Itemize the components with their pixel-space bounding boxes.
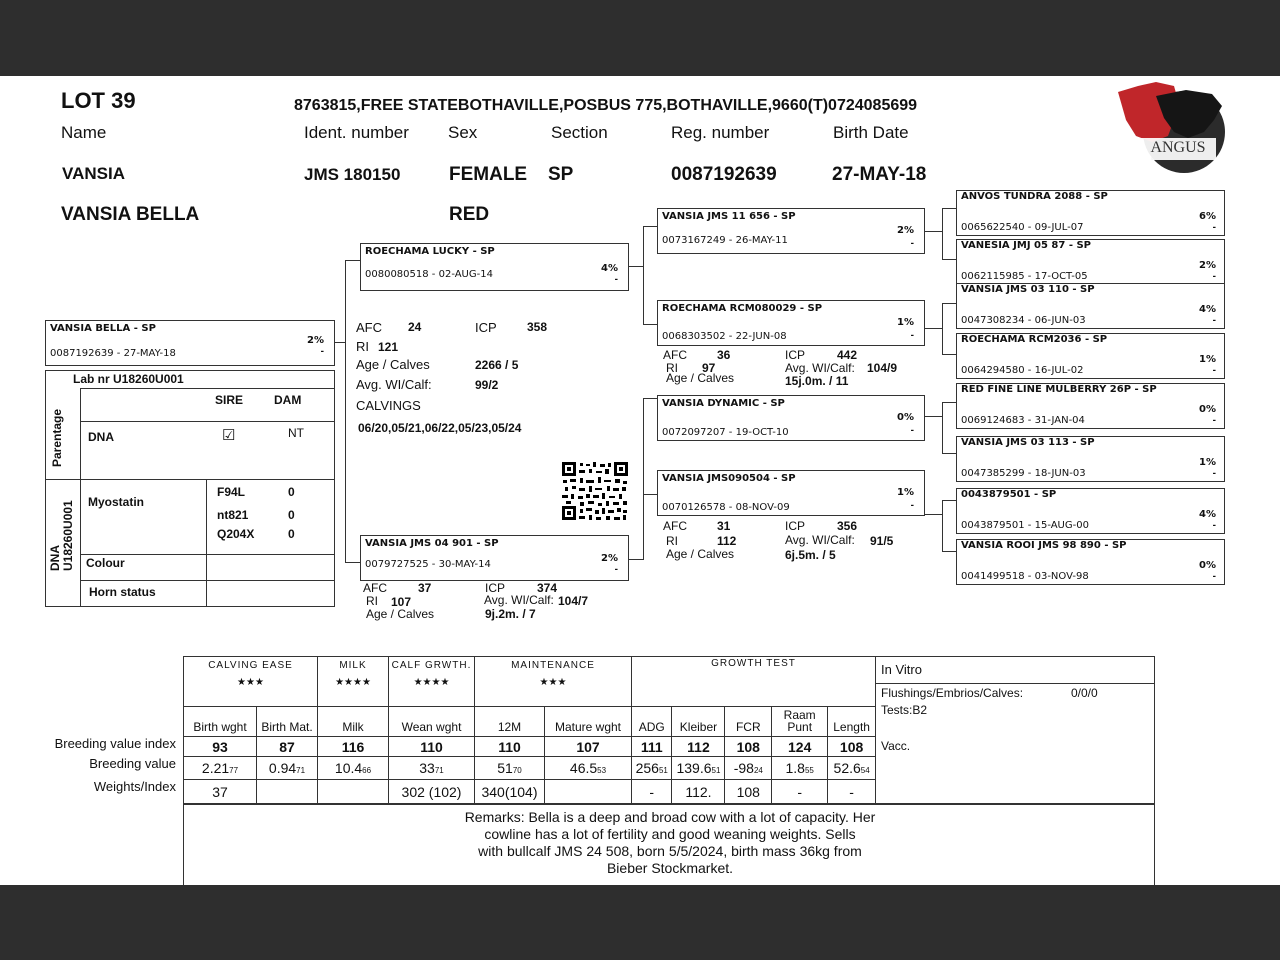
dam-afc-value: 37 [418, 581, 432, 595]
sire-dash: - [614, 274, 618, 285]
group-calf-growth-label: CALF GRWTH. [391, 660, 472, 671]
age-value: 2266 / 5 [475, 358, 519, 372]
great-grandparent-box [956, 333, 1225, 379]
weights-cell [257, 780, 318, 804]
bv-accuracy: 24 [753, 766, 763, 775]
gs2-icp-label: ICP [785, 348, 806, 362]
bv-value-cell [318, 757, 389, 780]
great-grandparent-box [956, 239, 1225, 285]
icp-label: ICP [475, 320, 497, 335]
col-section: Section [551, 123, 608, 142]
colour-label: Colour [86, 556, 125, 570]
ri-label: RI [356, 339, 369, 354]
age-label: Age / Calves [356, 357, 430, 372]
weights-cell: 302 (102) [389, 780, 475, 804]
bv-value: 51 [497, 760, 513, 776]
dam-title: VANSIA JMS 04 901 - SP [365, 538, 499, 549]
gg-dash: - [1212, 571, 1216, 582]
parentage-label: Parentage [50, 408, 64, 467]
group-milk [318, 657, 389, 707]
dam-header: DAM [274, 393, 302, 407]
gg-pct: 2% [1199, 260, 1216, 271]
gg-title: VANSIA ROOI JMS 98 890 - SP [961, 540, 1127, 551]
gs4-wi-value: 91/5 [870, 534, 894, 548]
great-grandparent-box [956, 436, 1225, 482]
grandsire-4-box [657, 470, 925, 516]
group-calving-ease-label: CALVING EASE [208, 660, 293, 671]
trait-header: Kleiber [672, 707, 725, 737]
bv-accuracy: 70 [512, 766, 522, 775]
group-growth-test [632, 657, 876, 707]
gg-reg: 0065622540 - 09-JUL-07 [961, 222, 1084, 233]
gs2-reg: 0068303502 - 22-JUN-08 [662, 331, 787, 342]
gs4-icp-value: 356 [837, 519, 858, 533]
dam-wi-value: 104/7 [558, 594, 589, 608]
gs4-afc-label: AFC [663, 519, 687, 533]
gs2-pct: 1% [897, 317, 914, 328]
myo-row-2-value: 0 [288, 508, 295, 522]
trait-header: Wean wght [389, 707, 475, 737]
bv-value: 2.21 [201, 760, 230, 776]
bv-value-cell [184, 757, 257, 780]
trait-header: Length [828, 707, 876, 737]
sex-value: FEMALE [449, 164, 528, 185]
flushings-label: Flushings/Embrios/Calves: [881, 686, 1024, 700]
gg-reg: 0069124683 - 31-JAN-04 [961, 415, 1085, 426]
logo-subtext: SOCIETY OF SOUTH AFRICA [1150, 156, 1206, 161]
dna-side-id: U18260U001 [61, 500, 75, 571]
bv-accuracy: 71 [296, 766, 306, 775]
afc-value: 24 [408, 320, 422, 334]
remarks-line-1: Remarks: Bella is a deep and broad cow with a lot of capacity. Her [464, 809, 876, 825]
grandsire-1-box [657, 208, 925, 254]
section-value: SP [548, 164, 574, 185]
dam-afc-label: AFC [363, 581, 387, 595]
angus-logo [1116, 76, 1228, 180]
weights-cell [318, 780, 389, 804]
in-vitro-label: In Vitro [881, 662, 922, 677]
animal-reg: 0087192639 - 27-MAY-18 [50, 348, 176, 359]
great-grandparent-box [956, 539, 1225, 585]
bv-accuracy: 71 [434, 766, 444, 775]
gs2-age-label: Age / Calves [666, 371, 735, 385]
gs4-dash: - [910, 500, 914, 511]
gg-dash: - [1212, 271, 1216, 282]
bv-value-cell [725, 757, 772, 780]
trait-header: 12M [475, 707, 545, 737]
bv-value: 33 [419, 760, 435, 776]
trait-header: Milk [318, 707, 389, 737]
bv-value: 10.4 [334, 760, 363, 776]
bv-index-cell: 112 [672, 737, 725, 757]
bv-label-value: Breeding value [89, 756, 176, 771]
weights-cell: - [828, 780, 876, 804]
dam-reg: 0079727525 - 30-MAY-14 [365, 559, 491, 570]
remarks-line-3: with bullcalf JMS 24 508, born 5/5/2024, birth mass 36kg from [478, 843, 862, 859]
animal-pedigree-box [45, 320, 335, 366]
animal-title: VANSIA BELLA - SP [50, 323, 156, 334]
col-birth: Birth Date [833, 123, 909, 142]
weights-cell: 108 [725, 780, 772, 804]
animal-pct: 2% [307, 335, 324, 346]
myostatin-label: Myostatin [88, 495, 145, 509]
bv-label-index: Breeding value index [54, 736, 176, 751]
gg-reg: 0043879501 - 15-AUG-00 [961, 520, 1089, 531]
bv-value-cell [545, 757, 632, 780]
gs4-icp-label: ICP [785, 519, 806, 533]
myo-row-3-label: Q204X [217, 527, 255, 541]
bv-value: 52.6 [833, 760, 861, 776]
dam-ri-label: RI [366, 594, 378, 608]
in-vitro-panel [876, 657, 1155, 804]
great-grandparent-box [956, 383, 1225, 429]
myo-row-1-label: F94L [217, 485, 246, 499]
bv-index-cell: 124 [772, 737, 828, 757]
gg-title: ANVOS TUNDRA 2088 - SP [961, 191, 1108, 202]
dam-age-value: 9j.2m. / 7 [485, 607, 536, 621]
group-milk-label: MILK [339, 660, 367, 671]
bv-value: 256 [635, 760, 659, 776]
col-name: Name [61, 123, 107, 142]
wi-label: Avg. WI/Calf: [356, 377, 432, 392]
group-calf-growth [389, 657, 475, 707]
gg-pct: 4% [1199, 509, 1216, 520]
dam-age-label: Age / Calves [366, 607, 435, 621]
gg-dash: - [1212, 365, 1216, 376]
full-name: VANSIA BELLA [61, 204, 200, 225]
gg-dash: - [1212, 222, 1216, 233]
dam-pct: 2% [601, 553, 618, 564]
dam-icp-value: 374 [537, 581, 558, 595]
great-grandparent-box [956, 488, 1225, 534]
lot-number: LOT 39 [61, 88, 136, 113]
dam-wi-label: Avg. WI/Calf: [484, 593, 554, 607]
group-milk-stars: ★★★★ [335, 677, 371, 688]
gs4-ri-value: 112 [717, 534, 737, 548]
gg-reg: 0041499518 - 03-NOV-98 [961, 571, 1089, 582]
angus-logo-image [1116, 76, 1228, 180]
gs1-dash: - [910, 238, 914, 249]
bv-index-cell: 93 [184, 737, 257, 757]
myo-row-3-value: 0 [288, 527, 295, 541]
bv-index-cell: 107 [545, 737, 632, 757]
gg-reg: 0047385299 - 18-JUN-03 [961, 468, 1086, 479]
animal-name: VANSIA [62, 164, 125, 183]
calvings-value: 06/20,05/21,06/22,05/23,05/24 [358, 421, 522, 435]
gg-pct: 1% [1199, 457, 1216, 468]
gg-dash: - [1212, 520, 1216, 531]
horn-status-label: Horn status [89, 585, 156, 599]
dam-dash: - [614, 564, 618, 575]
gg-title: 0043879501 - SP [961, 489, 1057, 500]
afc-label: AFC [356, 320, 382, 335]
gs2-icp-value: 442 [837, 348, 858, 362]
calvings-label: CALVINGS [356, 398, 421, 413]
gs1-pct: 2% [897, 225, 914, 236]
gg-pct: 4% [1199, 304, 1216, 315]
gs2-wi-label: Avg. WI/Calf: [785, 361, 855, 375]
weights-cell: 340(104) [475, 780, 545, 804]
gs4-age-value: 6j.5m. / 5 [785, 548, 836, 562]
bv-value: -98 [733, 760, 754, 776]
dna-side-title: DNA [48, 545, 62, 571]
trait-header: Birth wght [184, 707, 257, 737]
bv-accuracy: 55 [804, 766, 814, 775]
grandsire-3-box [657, 395, 925, 441]
group-growth-test-label: GROWTH TEST [711, 658, 796, 669]
group-maintenance-label: MAINTENANCE [511, 660, 595, 671]
gs2-title: ROECHAMA RCM080029 - SP [662, 303, 823, 314]
sire-reg: 0080080518 - 02-AUG-14 [365, 269, 493, 280]
trait-header: ADG [632, 707, 672, 737]
bv-value-cell [475, 757, 545, 780]
bv-value: 139.6 [676, 760, 712, 776]
sire-box [360, 243, 629, 291]
gs2-ri-label: RI [666, 361, 678, 375]
group-calving-ease-stars: ★★★ [237, 677, 264, 688]
group-calf-growth-stars: ★★★★ [413, 677, 450, 688]
bv-value-cell [672, 757, 725, 780]
weights-cell: 37 [184, 780, 257, 804]
bv-value-cell [772, 757, 828, 780]
bv-accuracy: 53 [597, 766, 607, 775]
gs4-ri-label: RI [666, 534, 678, 548]
gs3-title: VANSIA DYNAMIC - SP [662, 398, 785, 409]
gs4-pct: 1% [897, 487, 914, 498]
gs2-age-value: 15j.0m. / 11 [785, 374, 849, 388]
weights-cell [545, 780, 632, 804]
gs3-dash: - [910, 425, 914, 436]
gs4-title: VANSIA JMS090504 - SP [662, 473, 796, 484]
birth-date: 27-MAY-18 [832, 164, 927, 185]
gs3-reg: 0072097207 - 19-OCT-10 [662, 427, 789, 438]
bv-accuracy: 51 [658, 766, 668, 775]
bv-accuracy: 66 [362, 766, 372, 775]
gg-title: RED FINE LINE MULBERRY 26P - SP [961, 384, 1157, 395]
remarks-line-4: Bieber Stockmarket. [606, 860, 734, 876]
bv-index-cell: 116 [318, 737, 389, 757]
gs1-title: VANSIA JMS 11 656 - SP [662, 211, 796, 222]
bv-value: 1.8 [785, 760, 805, 776]
gs4-afc-value: 31 [717, 519, 731, 533]
bv-index-cell: 108 [828, 737, 876, 757]
gs2-afc-label: AFC [663, 348, 687, 362]
gg-dash: - [1212, 315, 1216, 326]
qr-code [562, 462, 628, 520]
gg-reg: 0064294580 - 16-JUL-02 [961, 365, 1084, 376]
col-ident: Ident. number [304, 123, 409, 142]
grandsire-2-box [657, 300, 925, 346]
bv-accuracy: 51 [711, 766, 721, 775]
gs2-wi-value: 104/9 [867, 361, 898, 375]
flushings-value: 0/0/0 [1071, 686, 1098, 700]
gg-dash: - [1212, 468, 1216, 479]
group-maintenance-stars: ★★★ [539, 677, 567, 688]
great-grandparent-box [956, 190, 1225, 236]
great-grandparent-box [956, 283, 1225, 329]
gs4-wi-label: Avg. WI/Calf: [785, 533, 855, 547]
gg-pct: 6% [1199, 211, 1216, 222]
gs2-dash: - [910, 330, 914, 341]
lab-dna-table [45, 370, 335, 607]
bv-index-cell: 110 [475, 737, 545, 757]
bv-index-cell: 111 [632, 737, 672, 757]
trait-header: FCR [725, 707, 772, 737]
dna-label: DNA [88, 430, 114, 444]
logo-text: ANGUS [1150, 139, 1206, 156]
gg-title: VANSIA JMS 03 113 - SP [961, 437, 1095, 448]
sire-pct: 4% [601, 263, 618, 274]
bv-value-cell [632, 757, 672, 780]
gg-reg: 0062115985 - 17-OCT-05 [961, 271, 1088, 282]
bv-index-cell: 110 [389, 737, 475, 757]
bv-accuracy: 54 [860, 766, 870, 775]
gs3-pct: 0% [897, 412, 914, 423]
bv-index-cell: 108 [725, 737, 772, 757]
bv-value-cell [257, 757, 318, 780]
trait-header: Birth Mat. [257, 707, 318, 737]
bv-value: 46.5 [569, 760, 598, 776]
dna-dam-value: NT [288, 426, 304, 440]
ri-value: 121 [378, 340, 399, 354]
dam-ri-value: 107 [391, 595, 412, 609]
qr-code-image [562, 462, 628, 520]
myo-row-1-value: 0 [288, 485, 295, 499]
colour-value: RED [449, 204, 490, 225]
gg-title: VANSIA JMS 03 110 - SP [961, 284, 1095, 295]
sire-header: SIRE [215, 393, 244, 407]
group-maintenance [475, 657, 632, 707]
dna-side-label [49, 456, 75, 571]
remarks-box [183, 804, 1155, 885]
group-calving-ease [184, 657, 318, 707]
gg-pct: 0% [1199, 560, 1216, 571]
gg-pct: 1% [1199, 354, 1216, 365]
lab-number: Lab nr U18260U001 [73, 372, 184, 386]
gg-dash: - [1212, 415, 1216, 426]
seller-address: 8763815,FREE STATEBOTHAVILLE,POSBUS 775,BOTHAVILLE,9660(T)0724085699 [294, 97, 918, 114]
gg-reg: 0047308234 - 06-JUN-03 [961, 315, 1086, 326]
gs4-reg: 0070126578 - 08-NOV-09 [662, 502, 790, 513]
bv-accuracy: 77 [229, 766, 239, 775]
remarks-text [184, 809, 1156, 877]
dam-box [360, 535, 629, 581]
col-sex: Sex [448, 123, 478, 142]
bv-value-cell [828, 757, 876, 780]
gs2-afc-value: 36 [717, 348, 731, 362]
gg-title: VANESIA JMJ 05 87 - SP [961, 240, 1091, 251]
remarks-line-2: cowline has a lot of fertility and good weaning weights. Sells [484, 826, 856, 842]
reg-number: 0087192639 [671, 164, 777, 185]
trait-header: Raam Punt [772, 707, 828, 737]
bv-value-cell [389, 757, 475, 780]
gg-pct: 0% [1199, 404, 1216, 415]
sire-title: ROECHAMA LUCKY - SP [365, 246, 495, 257]
gs1-reg: 0073167249 - 26-MAY-11 [662, 235, 788, 246]
tests-value: Tests:B2 [881, 703, 928, 717]
myo-row-2-label: nt821 [217, 508, 249, 522]
bv-value: 0.94 [268, 760, 297, 776]
animal-dash: - [320, 346, 324, 357]
col-reg: Reg. number [671, 123, 770, 142]
trait-header: Mature wght [545, 707, 632, 737]
gs4-age-label: Age / Calves [666, 547, 735, 561]
wi-value: 99/2 [475, 378, 499, 392]
weights-cell: 112. [672, 780, 725, 804]
dam-icp-label: ICP [485, 581, 506, 595]
bv-label-weights: Weights/Index [93, 779, 176, 794]
vacc-label: Vacc. [881, 739, 911, 753]
dna-sire-check-icon: ☑ [222, 427, 236, 444]
breeding-value-table [183, 656, 1155, 804]
weights-cell: - [772, 780, 828, 804]
icp-value: 358 [527, 320, 548, 334]
gg-title: ROECHAMA RCM2036 - SP [961, 334, 1108, 345]
ident-number: JMS 180150 [304, 165, 401, 184]
weights-cell: - [632, 780, 672, 804]
lot-sheet [0, 76, 1280, 885]
gs2-ri-value: 97 [702, 361, 716, 375]
bv-index-cell: 87 [257, 737, 318, 757]
group-row [184, 657, 1155, 707]
